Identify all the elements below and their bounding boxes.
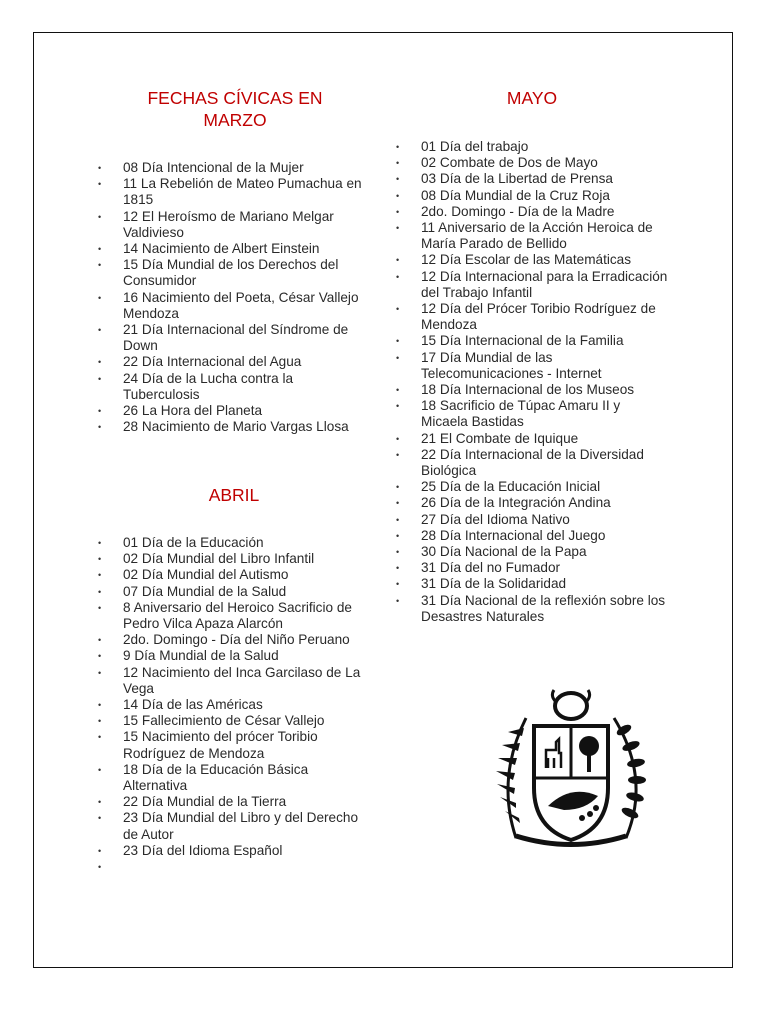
- mayo-list-item: • 30 Día Nacional de la Papa: [396, 544, 668, 560]
- marzo-list-item: • 14 Nacimiento de Albert Einstein: [98, 241, 370, 257]
- mayo-list-item: • 11 Aniversario de la Acción Heroica de María Parado de Bellido: [396, 220, 668, 252]
- abril-list-item: • 22 Día Mundial de la Tierra: [98, 794, 370, 810]
- mayo-list-item: • 28 Día Internacional del Juego: [396, 528, 668, 544]
- mayo-list-item: • 31 Día del no Fumador: [396, 560, 668, 576]
- abril-list-item: • 2do. Domingo - Día del Niño Peruano: [98, 632, 370, 648]
- abril-list-item: • 15 Fallecimiento de César Vallejo: [98, 713, 370, 729]
- mayo-list-item: • 31 Día Nacional de la reflexión sobre los Desastres Naturales: [396, 593, 668, 625]
- marzo-list: [98, 160, 370, 435]
- marzo-heading: FECHAS CÍVICAS EN MARZO: [147, 88, 323, 130]
- mayo-list-item: • 26 Día de la Integración Andina: [396, 495, 668, 511]
- marzo-list-item: • 26 La Hora del Planeta: [98, 403, 370, 419]
- marzo-list-item: • 08 Día Intencional de la Mujer: [98, 160, 370, 176]
- abril-list: [98, 535, 370, 875]
- mayo-list-item: • 01 Día del trabajo: [396, 139, 668, 155]
- abril-list-item: • 8 Aniversario del Heroico Sacrificio de Pedro Vilca Apaza Alarcón: [98, 600, 370, 632]
- abril-list-item: • 12 Nacimiento del Inca Garcilaso de La Vega: [98, 665, 370, 697]
- abril-list-item: • 14 Día de las Américas: [98, 697, 370, 713]
- mayo-list-item: • 25 Día de la Educación Inicial: [396, 479, 668, 495]
- mayo-heading: MAYO: [506, 88, 558, 108]
- mayo-list-item: • 31 Día de la Solidaridad: [396, 576, 668, 592]
- abril-heading: ABRIL: [208, 485, 260, 505]
- abril-list-item: • 23 Día del Idioma Español: [98, 843, 370, 859]
- mayo-list-item: • 22 Día Internacional de la Diversidad Biológica: [396, 447, 668, 479]
- marzo-list-item: • 28 Nacimiento de Mario Vargas Llosa: [98, 419, 370, 435]
- abril-list-item: [98, 859, 370, 875]
- mayo-list-item: • 17 Día Mundial de las Telecomunicaciones - Internet: [396, 350, 668, 382]
- abril-list-item: • 15 Nacimiento del prócer Toribio Rodríguez de Mendoza: [98, 729, 370, 761]
- mayo-list-item: • 27 Día del Idioma Nativo: [396, 512, 668, 528]
- marzo-list-item: • 24 Día de la Lucha contra la Tuberculosis: [98, 371, 370, 403]
- peru-coat-of-arms-icon: [486, 688, 656, 848]
- mayo-list-item: • 12 Día Internacional para la Erradicación del Trabajo Infantil: [396, 269, 668, 301]
- abril-list-item: • 23 Día Mundial del Libro y del Derecho de Autor: [98, 810, 370, 842]
- mayo-list-item: • 02 Combate de Dos de Mayo: [396, 155, 668, 171]
- mayo-list-item: • 15 Día Internacional de la Familia: [396, 333, 668, 349]
- mayo-list-item: • 18 Día Internacional de los Museos: [396, 382, 668, 398]
- mayo-list-item: • 12 Día Escolar de las Matemáticas: [396, 252, 668, 268]
- abril-list-item: • 02 Día Mundial del Libro Infantil: [98, 551, 370, 567]
- marzo-list-item: • 21 Día Internacional del Síndrome de Down: [98, 322, 370, 354]
- abril-list-item: • 9 Día Mundial de la Salud: [98, 648, 370, 664]
- abril-list-item: • 01 Día de la Educación: [98, 535, 370, 551]
- mayo-list-item: • 21 El Combate de Iquique: [396, 431, 668, 447]
- abril-list-item: • 18 Día de la Educación Básica Alternativa: [98, 762, 370, 794]
- marzo-list-item: • 22 Día Internacional del Agua: [98, 354, 370, 370]
- marzo-list-item: • 15 Día Mundial de los Derechos del Consumidor: [98, 257, 370, 289]
- mayo-list: [396, 139, 668, 625]
- marzo-list-item: • 11 La Rebelión de Mateo Pumachua en 1815: [98, 176, 370, 208]
- mayo-list-item: • 12 Día del Prócer Toribio Rodríguez de Mendoza: [396, 301, 668, 333]
- marzo-list-item: • 12 El Heroísmo de Mariano Melgar Valdivieso: [98, 209, 370, 241]
- abril-list-item: • 07 Día Mundial de la Salud: [98, 584, 370, 600]
- mayo-list-item: • 08 Día Mundial de la Cruz Roja: [396, 188, 668, 204]
- marzo-list-item: • 16 Nacimiento del Poeta, César Vallejo Mendoza: [98, 290, 370, 322]
- mayo-list-item: • 03 Día de la Libertad de Prensa: [396, 171, 668, 187]
- mayo-list-item: • 18 Sacrificio de Túpac Amaru II y Micaela Bastidas: [396, 398, 668, 430]
- abril-list-item: • 02 Día Mundial del Autismo: [98, 567, 370, 583]
- mayo-list-item: • 2do. Domingo - Día de la Madre: [396, 204, 668, 220]
